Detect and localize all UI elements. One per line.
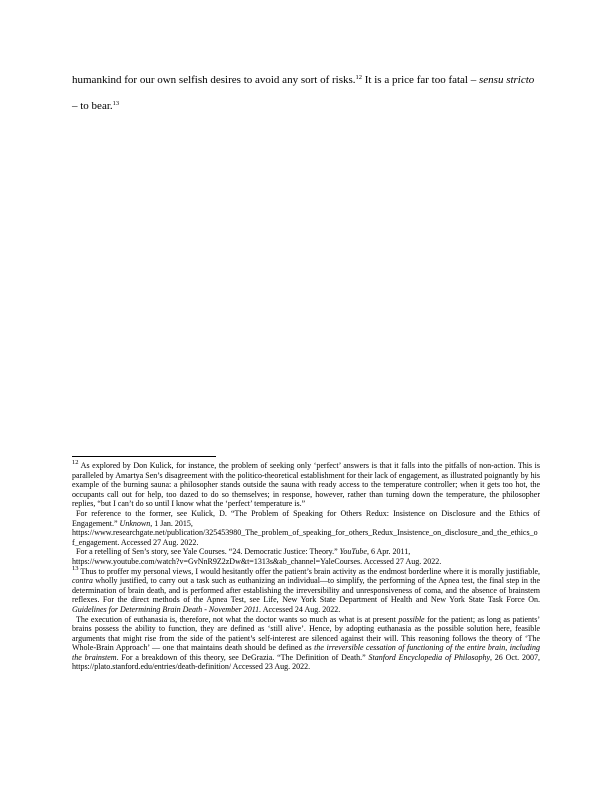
footnote-12-reference-yale xyxy=(72,547,540,566)
body-paragraph xyxy=(72,67,542,119)
body-text-italic: sensu stricto xyxy=(479,74,535,86)
footnote-text: Thus to proffer my personal views, I would hesitantly offer the patient’s brain activity as the endmost borderline where it is morally justifiable, xyxy=(78,566,540,576)
footnotes-section xyxy=(72,461,540,672)
footnote-italic: possible xyxy=(398,614,425,624)
footnote-italic: contra xyxy=(72,576,93,586)
footnote-text: , 6 Apr. 2011, xyxy=(366,547,411,557)
footnote-text: for the patient; as long as patients’ brains possess the ability to function, they are defined as ‘still alive’. Hence, by adopting euthanasia as the possible solution here, feasible arguments that might rise from the side of the patient’s self-interest are silenced against their will. This reasoning follows the theory of ‘The Whole-Brain Approach’ — one that maintains death should be defined as xyxy=(72,614,541,653)
footnote-number: 13 xyxy=(72,564,79,572)
footnote-13-continuation xyxy=(72,615,540,673)
body-text-segment: It is a price far too fatal – xyxy=(362,74,479,86)
footnote-text: , 26 Oct. 2007, https://plato.stanford.edu/entries/death-definition/ Accessed 23 Aug. 2022. xyxy=(72,652,540,672)
footnote-link[interactable]: https://www.youtube.com/watch?v=GvNnR9Z2zDw&t=1313s&ab_channel=YaleCourses. Accessed 27 Aug. 2022. xyxy=(72,556,442,566)
body-text-segment: – to bear. xyxy=(72,100,113,112)
footnote-link[interactable]: https://www.researchgate.net/publication/325453980_The_problem_of_speaking_for_others_Redux_Insistence_on_disclosure_and_the_ethics_of_engagement. Accessed 27 Aug. 2022. xyxy=(72,528,538,547)
footnote-italic: Guidelines for Determining Brain Death - November 2011. xyxy=(72,604,262,614)
footnote-12 xyxy=(72,461,540,509)
footnote-text: wholly justified, to carry out a task such as euthanizing an individual—to simplify, the performing of the Apnea test, the final step in the determination of brain death, and is performed after establishing the irreversibility and unresponsiveness of coma, and the absence of brainstem reflexes. For the direct methods of the Apnea Test, see Life, New York State Department of Health and New York State Task Force On. xyxy=(72,576,540,605)
footnote-italic: YouTube xyxy=(339,547,367,557)
footnote-italic: the irreversible cessation of functioning of the entire brain, including the brainstem xyxy=(72,643,540,662)
footnote-12-reference-kulick xyxy=(72,509,540,547)
footnote-ref-12[interactable]: 12 xyxy=(355,74,363,81)
footnote-separator xyxy=(72,456,216,457)
footnote-italic: Stanford Encyclopedia of Philosophy xyxy=(368,652,490,662)
footnote-italic: Unknown xyxy=(119,518,151,528)
footnote-text: . For a breakdown of this theory, see DeGrazia. “The Definition of Death.” xyxy=(116,652,369,662)
footnote-ref-13[interactable]: 13 xyxy=(112,100,120,107)
footnote-text: The execution of euthanasia is, therefore, not what the doctor wants so much as what is at present xyxy=(76,614,399,624)
footnote-text: As explored by Don Kulick, for instance, the problem of seeking only ‘perfect’ answers is that it falls into the pitfalls of non-action. This is paralleled by Amartya Sen’s disagreement with the politico-theoretical establishment for their lack of engagement, as illustrated poignantly by his example of the burning sauna: a philosopher stands outside the sauna with ready access to the temperature controller; when it gets too hot, the occupants call out for help, too dazed to do so themselves; in response, however, rather than turning down the temperature, the philosopher replies, “but I can’t do so until I know what the ‘perfect’ temperature is.” xyxy=(72,461,540,509)
body-text-segment: humankind for our own selfish desires to avoid any sort of risks. xyxy=(72,74,356,86)
footnote-text: For reference to the former, see Kulick, D. “The Problem of Speaking for Others Redux: Insistence on Disclosure and the Ethics of Engagement.” xyxy=(72,508,540,528)
footnote-text: Accessed 24 Aug. 2022. xyxy=(261,604,341,614)
footnote-text: , 1 Jan. 2015, xyxy=(150,518,193,528)
footnote-number: 12 xyxy=(72,459,79,466)
footnote-text: For a retelling of Sen’s story, see Yale Courses. “24. Democratic Justice: Theory.” xyxy=(76,547,340,557)
footnote-13 xyxy=(72,564,540,615)
